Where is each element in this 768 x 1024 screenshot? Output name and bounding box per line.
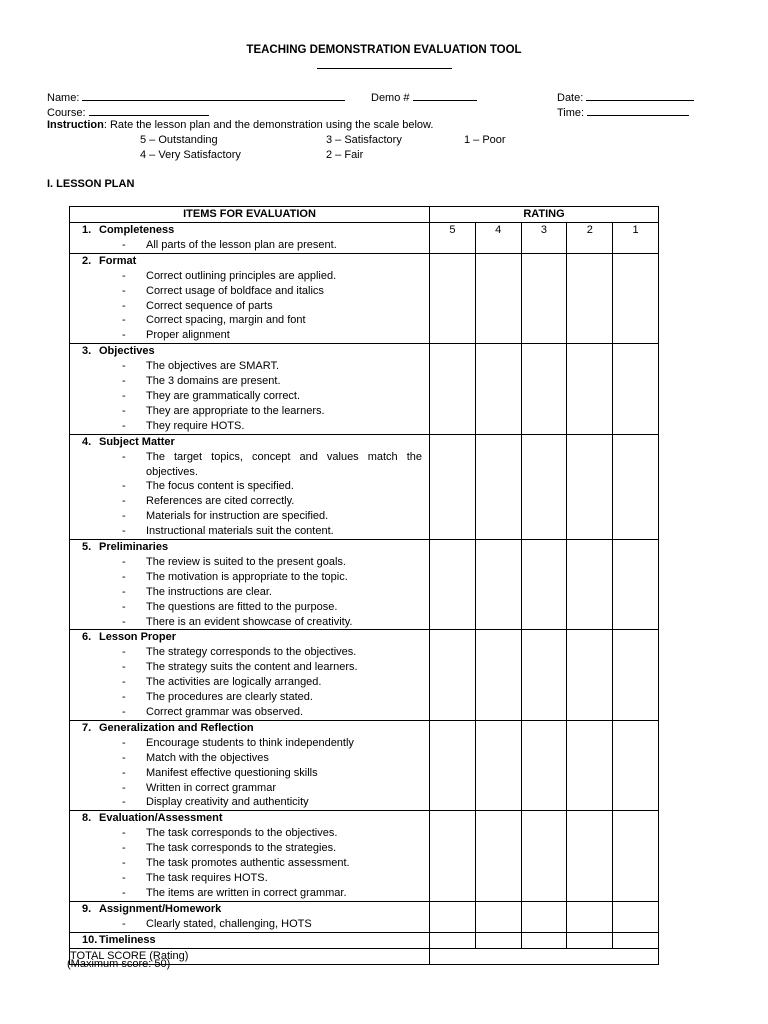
criterion-text: They require HOTS. (146, 419, 245, 432)
dash-bullet: - (122, 360, 126, 373)
evaluation-item-cell (70, 223, 430, 254)
item-heading (70, 933, 429, 948)
criterion-text: Display creativity and authenticity (146, 796, 309, 809)
document-title: TEACHING DEMONSTRATION EVALUATION TOOL (246, 44, 522, 56)
item-title: Preliminaries (99, 541, 169, 554)
dash-bullet: - (122, 766, 126, 779)
criterion-text: The strategy corresponds to the objectives. (146, 646, 357, 659)
criterion-text: Match with the objectives (146, 751, 269, 764)
rating-cell-4[interactable] (475, 540, 521, 630)
rating-cell-3[interactable] (521, 344, 567, 434)
criterion-item (70, 570, 429, 585)
dash-bullet: - (122, 450, 126, 463)
rating-number-3: 3 (521, 223, 567, 254)
dash-bullet: - (122, 284, 126, 297)
criterion-item (70, 675, 429, 690)
rating-cell-3[interactable] (521, 630, 567, 720)
time-label: Time: (557, 107, 585, 119)
evaluation-item-cell (70, 811, 430, 901)
criterion-item (70, 299, 429, 314)
evaluation-row (70, 811, 659, 901)
total-score-label: TOTAL SCORE (Rating) (70, 948, 430, 964)
criterion-text: The review is suited to the present goals. (146, 555, 346, 568)
rating-cell-1[interactable] (613, 434, 659, 539)
item-number: 3. (82, 345, 92, 358)
rating-cell-3[interactable] (521, 901, 567, 932)
criterion-text: Correct outlining principles are applied. (146, 269, 337, 282)
criterion-text: The task requires HOTS. (146, 871, 268, 884)
criterion-text: Correct grammar was observed. (146, 706, 304, 718)
criterion-text: Encourage students to think independently (146, 736, 354, 749)
criterion-text: The task corresponds to the strategies. (146, 842, 337, 855)
criterion-text: All parts of the lesson plan are present. (146, 238, 337, 251)
rating-cell-5[interactable] (430, 434, 476, 539)
dash-bullet: - (122, 646, 126, 659)
item-number: 5. (82, 541, 92, 554)
item-title: Generalization and Reflection (99, 721, 254, 734)
rating-cell-5[interactable] (430, 720, 476, 810)
time-input-line[interactable] (587, 104, 689, 116)
evaluation-item-cell (70, 720, 430, 810)
criterion-text: The focus content is specified. (146, 480, 294, 493)
rating-cell-4[interactable] (475, 932, 521, 948)
rating-cell-1[interactable] (613, 253, 659, 343)
dash-bullet: - (122, 375, 126, 388)
item-heading (70, 902, 429, 917)
dash-bullet: - (122, 585, 126, 598)
criterion-item (70, 419, 429, 434)
rating-number-1: 1 (613, 223, 659, 254)
dash-bullet: - (122, 857, 126, 870)
rating-cell-3[interactable] (521, 253, 567, 343)
item-heading (70, 811, 429, 826)
criterion-item (70, 841, 429, 856)
course-input-line[interactable] (89, 104, 209, 116)
criterion-item (70, 494, 429, 509)
criterion-text: They are appropriate to the learners. (146, 404, 325, 417)
criterion-item (70, 615, 429, 630)
item-title: Timeliness (99, 933, 156, 946)
rating-cell-3[interactable] (521, 434, 567, 539)
rating-cell-1[interactable] (613, 932, 659, 948)
rating-cell-1[interactable] (613, 344, 659, 434)
scale-4: 4 – Very Satisfactory (140, 149, 241, 161)
rating-cell-2[interactable] (567, 253, 613, 343)
item-number: 2. (82, 254, 92, 267)
dash-bullet: - (122, 495, 126, 508)
rating-cell-4[interactable] (475, 253, 521, 343)
date-field[interactable] (557, 89, 694, 104)
criterion-item (70, 705, 429, 720)
scale-5: 5 – Outstanding (140, 134, 218, 146)
item-heading (70, 435, 429, 450)
criterion-text: Written in correct grammar (146, 781, 276, 794)
criterion-text: Correct spacing, margin and font (146, 314, 306, 327)
criterion-text: Manifest effective questioning skills (146, 766, 318, 779)
dash-bullet: - (122, 269, 126, 282)
dash-bullet: - (122, 555, 126, 568)
criterion-text: The instructions are clear. (146, 585, 272, 598)
dash-bullet: - (122, 314, 126, 327)
criterion-item (70, 736, 429, 751)
evaluation-row (70, 720, 659, 810)
dash-bullet: - (122, 661, 126, 674)
criterion-item (70, 781, 429, 796)
rating-cell-1[interactable] (613, 901, 659, 932)
evaluation-item-cell (70, 344, 430, 434)
item-number: 10. (82, 933, 98, 946)
rating-cell-5[interactable] (430, 811, 476, 901)
criterion-item (70, 600, 429, 615)
instruction-text: : Rate the lesson plan and the demonstration using the scale below. (103, 119, 434, 131)
criterion-item (70, 886, 429, 901)
date-input-line[interactable] (586, 89, 694, 101)
criterion-text: Instructional materials suit the content. (146, 525, 334, 538)
rating-cell-2[interactable] (567, 932, 613, 948)
rating-cell-3[interactable] (521, 720, 567, 810)
dash-bullet: - (122, 299, 126, 312)
item-title: Lesson Proper (99, 631, 177, 644)
dash-bullet: - (122, 886, 126, 899)
name-label: Name: (47, 92, 80, 104)
rating-cell-1[interactable] (613, 630, 659, 720)
scale-3: 3 – Satisfactory (326, 134, 402, 146)
rating-cell-3[interactable] (521, 540, 567, 630)
criterion-item (70, 269, 429, 284)
dash-bullet: - (122, 796, 126, 809)
item-heading (70, 721, 429, 736)
rating-cell-1[interactable] (613, 720, 659, 810)
criterion-item (70, 645, 429, 660)
criterion-item (70, 284, 429, 299)
criterion-item (70, 238, 429, 253)
criterion-text: The items are written in correct grammar. (146, 886, 347, 899)
criterion-item (70, 450, 429, 480)
name-input-line[interactable] (82, 89, 345, 101)
criterion-item (70, 404, 429, 419)
course-label: Course: (47, 107, 86, 119)
rating-number-2: 2 (567, 223, 613, 254)
date-label: Date: (557, 92, 584, 104)
max-score-note: (Maximum score: 50) (67, 958, 171, 970)
dash-bullet: - (122, 871, 126, 884)
item-number: 8. (82, 812, 92, 825)
evaluation-row (70, 223, 659, 254)
item-heading (70, 630, 429, 645)
item-heading (70, 254, 429, 269)
criterion-item (70, 690, 429, 705)
item-title: Subject Matter (99, 435, 175, 448)
criterion-text: The 3 domains are present. (146, 375, 281, 388)
dash-bullet: - (122, 389, 126, 402)
rating-cell-2[interactable] (567, 344, 613, 434)
rating-column-header: RATING (430, 207, 659, 223)
criterion-text: The motivation is appropriate to the topic. (146, 570, 348, 583)
criterion-item (70, 555, 429, 570)
instruction-label: Instruction (47, 119, 104, 131)
item-number: 7. (82, 721, 92, 734)
instruction (47, 119, 433, 131)
item-number: 9. (82, 902, 92, 915)
criterion-item (70, 313, 429, 328)
dash-bullet: - (122, 842, 126, 855)
item-number: 4. (82, 435, 92, 448)
dash-bullet: - (122, 706, 126, 718)
dash-bullet: - (122, 827, 126, 840)
rating-cell-3[interactable] (521, 811, 567, 901)
rating-cell-2[interactable] (567, 630, 613, 720)
evaluation-row (70, 253, 659, 343)
criterion-item (70, 509, 429, 524)
demo-field[interactable] (371, 89, 477, 104)
rating-cell-2[interactable] (567, 720, 613, 810)
evaluation-item-cell (70, 630, 430, 720)
rating-cell-5[interactable] (430, 901, 476, 932)
rating-cell-5[interactable] (430, 630, 476, 720)
criterion-text: The task promotes authentic assessment. (146, 857, 350, 870)
evaluation-item-cell (70, 540, 430, 630)
dash-bullet: - (122, 480, 126, 493)
evaluation-row (70, 344, 659, 434)
dash-bullet: - (122, 781, 126, 794)
criterion-item (70, 871, 429, 886)
item-title: Evaluation/Assessment (99, 812, 223, 825)
criterion-text: They are grammatically correct. (146, 389, 301, 402)
item-heading (70, 540, 429, 555)
demo-label: Demo # (371, 92, 410, 104)
item-heading (70, 344, 429, 359)
evaluation-item-cell (70, 932, 430, 948)
dash-bullet: - (122, 600, 126, 613)
evaluation-table (69, 206, 659, 965)
criterion-item (70, 795, 429, 810)
rating-cell-4[interactable] (475, 434, 521, 539)
course-field[interactable] (47, 104, 209, 119)
scale-1: 1 – Poor (464, 134, 506, 146)
criterion-item (70, 479, 429, 494)
criterion-item (70, 374, 429, 389)
criterion-item (70, 359, 429, 374)
scale-2: 2 – Fair (326, 149, 364, 161)
item-title: Format (99, 254, 137, 267)
criterion-text: There is an evident showcase of creativity. (146, 615, 353, 628)
dash-bullet: - (122, 615, 126, 628)
items-column-header: ITEMS FOR EVALUATION (70, 207, 430, 223)
rating-cell-1[interactable] (613, 540, 659, 630)
dash-bullet: - (122, 676, 126, 689)
criterion-item (70, 524, 429, 539)
rating-cell-2[interactable] (567, 540, 613, 630)
dash-bullet: - (122, 691, 126, 704)
rating-cell-5[interactable] (430, 344, 476, 434)
evaluation-item-cell (70, 434, 430, 539)
criterion-item (70, 826, 429, 841)
criterion-text: The task corresponds to the objectives. (146, 827, 338, 840)
section-title: I. LESSON PLAN (47, 178, 135, 190)
criterion-text: The procedures are clearly stated. (146, 691, 313, 704)
item-title: Completeness (99, 224, 175, 236)
criterion-text: Clearly stated, challenging, HOTS (146, 917, 312, 930)
criterion-item (70, 585, 429, 600)
rating-cell-5[interactable] (430, 540, 476, 630)
evaluation-row (70, 901, 659, 932)
rating-cell-5[interactable] (430, 932, 476, 948)
dash-bullet: - (122, 329, 126, 342)
dash-bullet: - (122, 238, 126, 251)
dash-bullet: - (122, 751, 126, 764)
time-field[interactable] (557, 104, 689, 119)
criterion-text: Materials for instruction are specified. (146, 510, 329, 523)
criterion-item (70, 766, 429, 781)
criterion-text: The target topics, concept and values match the objectives. (146, 450, 422, 478)
total-score-cell[interactable] (430, 948, 659, 964)
criterion-text: The objectives are SMART. (146, 360, 280, 373)
criterion-item (70, 751, 429, 766)
evaluation-item-cell (70, 901, 430, 932)
item-title: Objectives (99, 345, 155, 358)
criterion-text: References are cited correctly. (146, 495, 295, 508)
rating-cell-4[interactable] (475, 630, 521, 720)
item-title: Assignment/Homework (99, 902, 222, 915)
rating-cell-2[interactable] (567, 811, 613, 901)
criterion-text: Proper alignment (146, 329, 230, 342)
rating-cell-4[interactable] (475, 811, 521, 901)
item-number: 1. (82, 224, 92, 236)
dash-bullet: - (122, 419, 126, 432)
criterion-item (70, 389, 429, 404)
evaluation-row (70, 630, 659, 720)
evaluation-row (70, 932, 659, 948)
criterion-text: The activities are logically arranged. (146, 676, 322, 689)
criterion-text: Correct sequence of parts (146, 299, 273, 312)
title-underline (317, 68, 452, 69)
rating-number-4: 4 (475, 223, 521, 254)
criterion-item (70, 917, 429, 932)
criterion-text: The questions are fitted to the purpose. (146, 600, 338, 613)
rating-cell-5[interactable] (430, 253, 476, 343)
criterion-text: The strategy suits the content and learners. (146, 661, 358, 674)
rating-cell-4[interactable] (475, 901, 521, 932)
dash-bullet: - (122, 404, 126, 417)
evaluation-row (70, 540, 659, 630)
evaluation-item-cell (70, 253, 430, 343)
dash-bullet: - (122, 917, 126, 930)
demo-input-line[interactable] (413, 89, 477, 101)
criterion-item (70, 328, 429, 343)
criterion-item (70, 660, 429, 675)
dash-bullet: - (122, 570, 126, 583)
rating-cell-4[interactable] (475, 720, 521, 810)
rating-cell-1[interactable] (613, 811, 659, 901)
criterion-text: Correct usage of boldface and italics (146, 284, 324, 297)
rating-cell-2[interactable] (567, 901, 613, 932)
dash-bullet: - (122, 736, 126, 749)
dash-bullet: - (122, 510, 126, 523)
dash-bullet: - (122, 525, 126, 538)
rating-cell-4[interactable] (475, 344, 521, 434)
evaluation-row (70, 434, 659, 539)
item-number: 6. (82, 631, 92, 644)
item-heading (70, 223, 429, 238)
criterion-item (70, 856, 429, 871)
rating-cell-3[interactable] (521, 932, 567, 948)
rating-cell-2[interactable] (567, 434, 613, 539)
rating-number-5: 5 (430, 223, 476, 254)
name-field[interactable] (47, 89, 345, 104)
